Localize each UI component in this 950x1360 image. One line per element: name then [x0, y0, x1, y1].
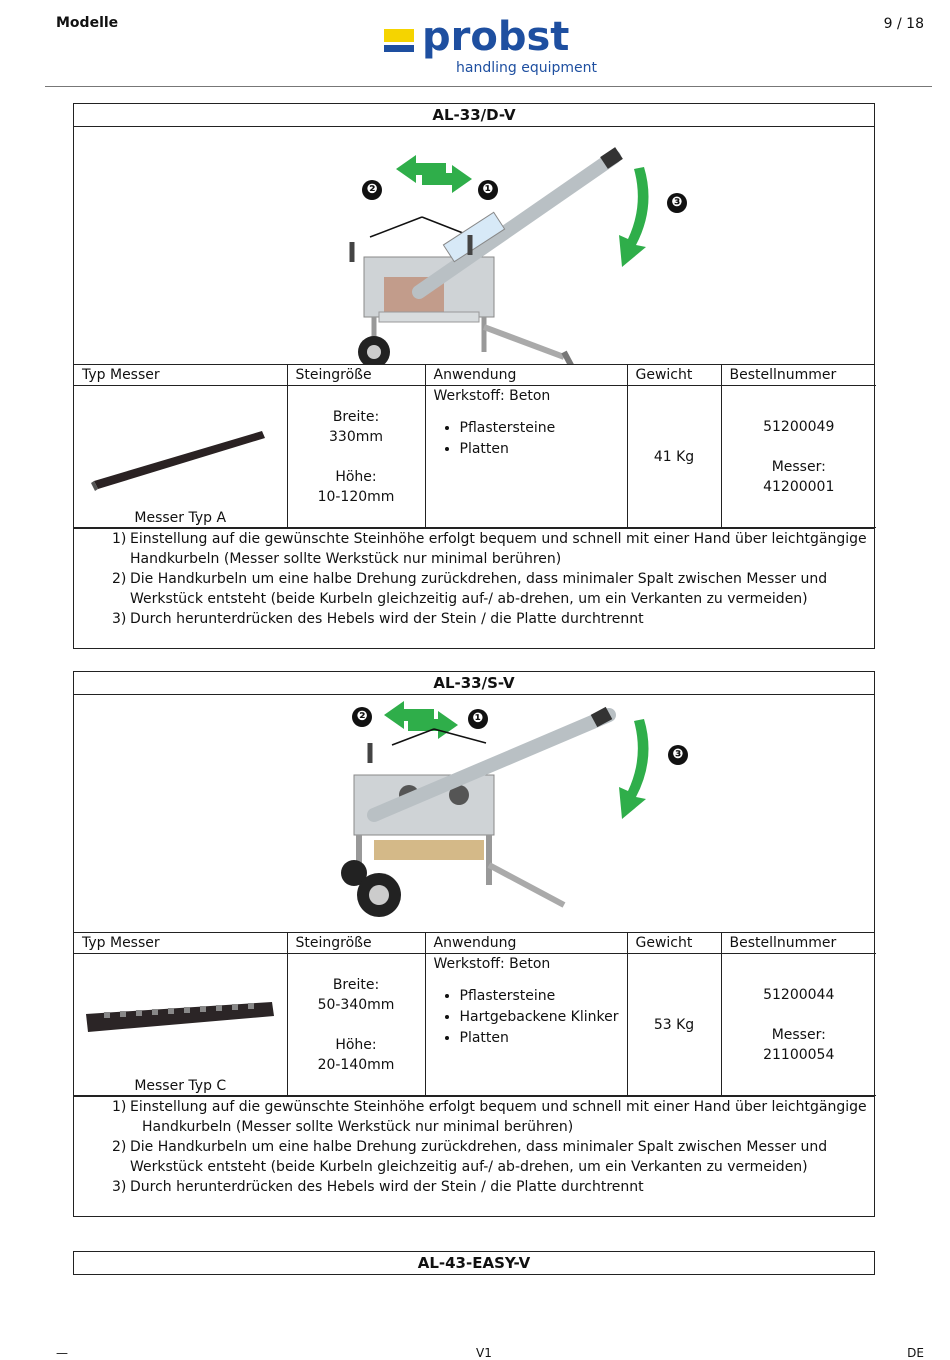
logo-word: probst [422, 14, 570, 60]
step-2-badge: ❷ [362, 180, 382, 200]
blade-cell [74, 386, 287, 528]
header-size: Steingröße [287, 365, 425, 386]
step-1-badge: ❶ [468, 709, 488, 729]
instructions [74, 1096, 874, 1216]
step-item: 3) Durch herunterdrücken des Hebels wird der Stein / die Platte durchtrennt [112, 1179, 644, 1195]
material-text: Werkstoff: Beton [433, 388, 551, 404]
machine-illustration [74, 127, 874, 365]
use-cell [425, 386, 627, 528]
step-3-badge: ❸ [668, 745, 688, 765]
step-3-badge: ❸ [667, 193, 687, 213]
header-size: Steingröße [287, 933, 425, 954]
model-title: AL-33/D-V [74, 104, 874, 127]
blade-label: Messer: [771, 1026, 826, 1043]
stone-cutter-drawing [74, 127, 874, 364]
step-2-badge: ❷ [352, 707, 372, 727]
model-card-al33sv [73, 671, 875, 1217]
height-label: Höhe: [335, 468, 377, 485]
spec-table [74, 365, 876, 528]
width-label: Breite: [332, 408, 380, 425]
order-number: 51200044 [763, 986, 835, 1003]
size-cell [287, 954, 425, 1096]
step-item: 2) Die Handkurbeln um eine halbe Drehung zurückdrehen, dass minimaler Spalt zwischen Messer und Werkstück entsteht (beide Kurbeln gleichzeitig auf-/ ab-drehen, um ein Verkanten zu vermeiden) [112, 571, 828, 607]
step-item: 3) Durch herunterdrücken des Hebels wird der Stein / die Platte durchtrennt [112, 611, 644, 627]
blade-caption: Messer Typ C [134, 1078, 227, 1094]
instructions [74, 528, 874, 648]
use-item: • Platten [460, 1028, 619, 1049]
page-number: 9 / 18 [883, 16, 924, 32]
use-item: • Pflastersteine [460, 418, 619, 439]
weight-cell: 41 Kg [627, 386, 721, 528]
machine-illustration [74, 695, 874, 933]
weight-cell: 53 Kg [627, 954, 721, 1096]
footer-left: — [56, 1346, 68, 1360]
logo-subtitle: handling equipment [456, 60, 597, 76]
spec-table [74, 933, 876, 1096]
header-order: Bestellnummer [721, 933, 876, 954]
use-item: • Pflastersteine [460, 986, 619, 1007]
width-value: 330mm [329, 428, 383, 445]
step-1-badge: ❶ [478, 180, 498, 200]
blade-number: 21100054 [763, 1046, 835, 1063]
section-title: Modelle [56, 15, 119, 31]
blade-caption: Messer Typ A [134, 510, 227, 526]
stone-cutter-drawing [74, 695, 874, 932]
model-title: AL-43-EASY-V [417, 1254, 531, 1272]
use-item: • Hartgebackene Klinker [460, 1007, 619, 1028]
model-title: AL-33/S-V [74, 672, 874, 695]
order-cell [721, 954, 876, 1096]
material-text: Werkstoff: Beton [433, 956, 551, 972]
height-value: 20-140mm [317, 1056, 395, 1073]
header-use: Anwendung [425, 365, 627, 386]
model-card-al43easyv [73, 1251, 875, 1275]
step-item: 2) Die Handkurbeln um eine halbe Drehung zurückdrehen, dass minimaler Spalt zwischen Messer und Werkstück entsteht (beide Kurbeln gleichzeitig auf-/ ab-drehen, um ein Verkanten zu vermeiden) [112, 1139, 828, 1175]
height-label: Höhe: [335, 1036, 377, 1053]
header-order: Bestellnummer [721, 365, 876, 386]
height-value: 10-120mm [317, 488, 395, 505]
width-label: Breite: [332, 976, 380, 993]
step-item: 1) Einstellung auf die gewünschte Steinhöhe erfolgt bequem und schnell mit einer Hand über leichtgängige Handkurbeln (Messer sollte Werkstück nur minimal berühren) [112, 531, 867, 567]
use-cell [425, 954, 627, 1096]
header-weight: Gewicht [627, 933, 721, 954]
probst-logo [384, 14, 604, 82]
header-blade: Typ Messer [74, 365, 287, 386]
footer-language: DE [907, 1346, 924, 1360]
model-card-al33dv [73, 103, 875, 649]
size-cell [287, 386, 425, 528]
header-use: Anwendung [425, 933, 627, 954]
order-number: 51200049 [763, 418, 835, 435]
blade-cell [74, 954, 287, 1096]
header-blade: Typ Messer [74, 933, 287, 954]
blade-a-image [74, 386, 286, 506]
step-item: 1) Einstellung auf die gewünschte Steinhöhe erfolgt bequem und schnell mit einer Hand über leichtgängige Handkurbeln (Messer sollte Werkstück nur minimal berühren) [112, 1099, 867, 1135]
blade-number: 41200001 [763, 478, 835, 495]
header-divider [45, 86, 932, 87]
footer-version: V1 [476, 1346, 492, 1360]
order-cell [721, 386, 876, 528]
header-weight: Gewicht [627, 365, 721, 386]
blade-c-image [74, 954, 286, 1074]
width-value: 50-340mm [317, 996, 395, 1013]
blade-label: Messer: [771, 458, 826, 475]
use-item: • Platten [460, 439, 619, 460]
